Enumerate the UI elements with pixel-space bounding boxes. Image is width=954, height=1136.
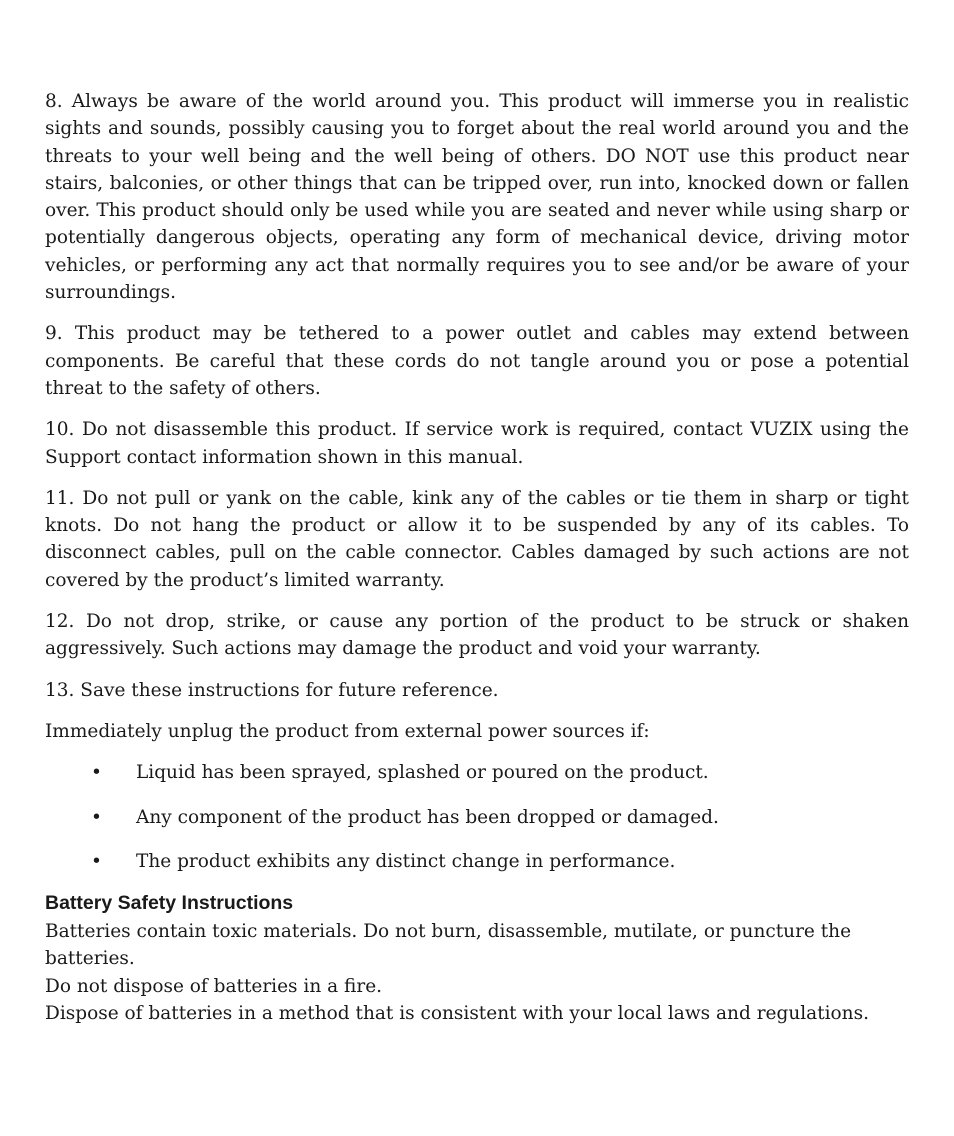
battery-safety-heading: Battery Safety Instructions — [45, 892, 294, 915]
battery-line-3: Dispose of batteries in a method that is consistent with your local laws and regulations. — [45, 1003, 869, 1025]
bullet-icon: • — [91, 806, 102, 828]
unplug-conditions-list — [45, 759, 909, 875]
list-item — [45, 804, 909, 831]
bullet-icon: • — [91, 850, 102, 872]
instruction-8: 8. Always be aware of the world around you. This product will immerse you in realistic sights and sounds, possibly causing you to forget about the real world around you and the threats to your well being and the well being of others. DO NOT use this product near stairs, balconies, or other things that can be tripped over, run into, knocked down or fallen over. This product should only be used while you are seated and never while using sharp or potentially dangerous objects, operating any form of mechanical device, driving motor vehicles, or performing any act that normally requires you to see and/or be aware of your surroundings. — [45, 91, 909, 304]
list-item — [45, 759, 909, 786]
battery-line-2: Do not dispose of batteries in a fire. — [45, 975, 383, 997]
instruction-13: 13. Save these instructions for future reference. — [45, 679, 499, 701]
instruction-9: 9. This product may be tethered to a power outlet and cables may extend between components. Be careful that these cords do not tangle around you or pose a potential threat to the safety of others. — [45, 323, 909, 399]
document-page — [45, 88, 909, 1027]
bullet-icon: • — [91, 762, 102, 784]
instruction-12: 12. Do not drop, strike, or cause any portion of the product to be struck or shaken aggressively. Such actions may damage the product and void your warranty. — [45, 611, 909, 660]
list-item-text: Liquid has been sprayed, splashed or poured on the product. — [136, 762, 709, 784]
instruction-10: 10. Do not disassemble this product. If service work is required, contact VUZIX using the Support contact information shown in this manual. — [45, 419, 909, 468]
unplug-intro: Immediately unplug the product from external power sources if: — [45, 720, 650, 742]
instruction-11: 11. Do not pull or yank on the cable, kink any of the cables or tie them in sharp or tight knots. Do not hang the product or allow it to be suspended by any of its cables. To disconnect cables, pull on the cable connector. Cables damaged by such actions are not covered by the product’s limited warranty. — [45, 487, 909, 591]
list-item — [45, 848, 909, 875]
list-item-text: The product exhibits any distinct change in performance. — [136, 850, 676, 872]
list-item-text: Any component of the product has been dropped or damaged. — [136, 806, 719, 828]
battery-line-1: Batteries contain toxic materials. Do not burn, disassemble, mutilate, or puncture the batteries. — [45, 921, 852, 970]
